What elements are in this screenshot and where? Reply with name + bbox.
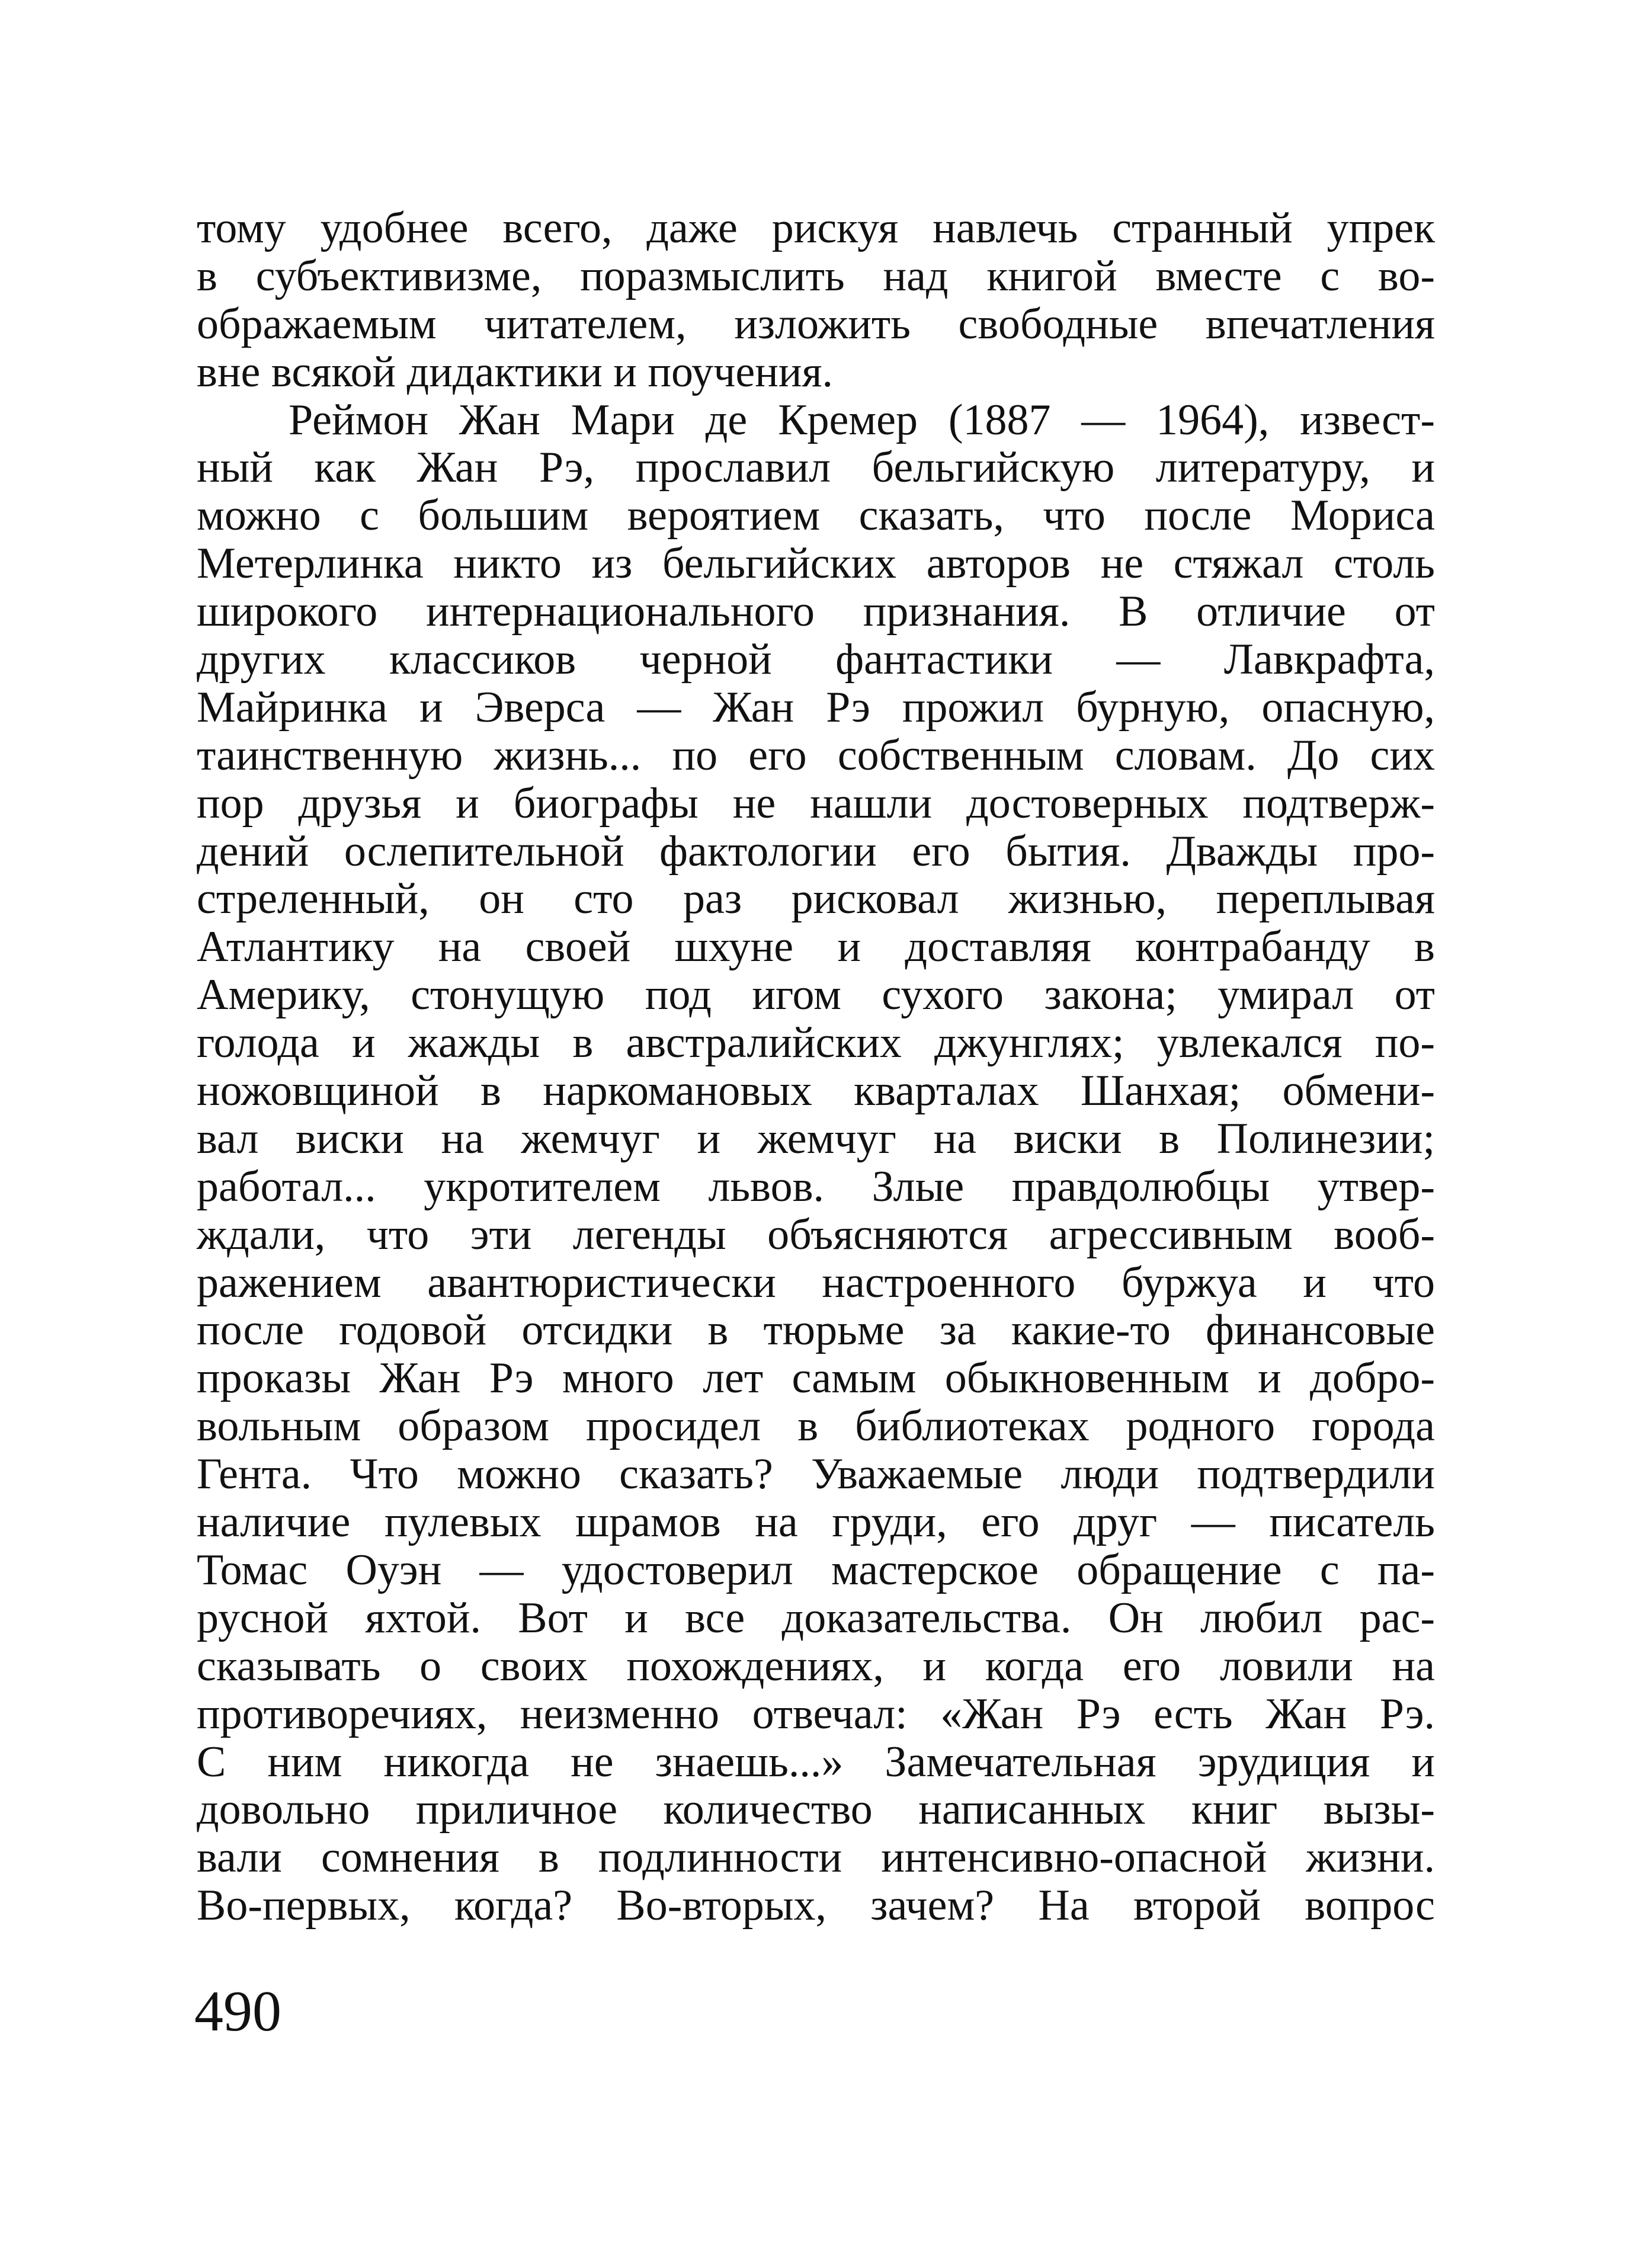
text-line: вольным образом просидел в библиотеках родного города: [197, 1402, 1435, 1451]
text-line: Метерлинка никто из бельгийских авторов не стяжал столь: [197, 539, 1435, 588]
text-line: вали сомнения в подлинности интенсивно-опасной жизни.: [197, 1833, 1435, 1882]
text-line: Гента. Что можно сказать? Уважаемые люди подтвердили: [197, 1450, 1435, 1499]
text-line: сказывать о своих похождениях, и когда его ловили на: [197, 1641, 1435, 1690]
text-line: довольно приличное количество написанных книг вызы-: [197, 1785, 1435, 1834]
text-line: Томас Оуэн — удостоверил мастерское обращение с па-: [197, 1545, 1435, 1594]
text-line: Майринка и Эверса — Жан Рэ прожил бурную, опасную,: [197, 683, 1435, 732]
text-line: противоречиях, неизменно отвечал: «Жан Рэ есть Жан Рэ.: [197, 1689, 1435, 1738]
text-line: Америку, стонущую под игом сухого закона; умирал от: [197, 970, 1435, 1020]
text-line: наличие пулевых шрамов на груди, его друг — писатель: [197, 1498, 1435, 1547]
text-line: после годовой отсидки в тюрьме за какие-то финансовые: [197, 1306, 1435, 1355]
text-line: Атлантику на своей шхуне и доставляя контрабанду в: [197, 922, 1435, 972]
text-line: вне всякой дидактики и поучения.: [197, 347, 833, 396]
text-line: тому удобнее всего, даже рискуя навлечь странный упрек: [197, 204, 1435, 252]
text-line: ный как Жан Рэ, прославил бельгийскую литературу, и: [197, 443, 1435, 492]
text-line: Во-первых, когда? Во-вторых, зачем? На второй вопрос: [197, 1881, 1435, 1930]
page-number: 490: [194, 1979, 281, 2043]
text-line: ображаемым читателем, изложить свободные впечатления: [197, 299, 1435, 348]
text-line: пор друзья и биографы не нашли достоверных подтверж-: [197, 779, 1435, 828]
text-line: С ним никогда не знаешь...» Замечательная эрудиция и: [197, 1737, 1435, 1786]
text-line: работал... укротителем львов. Злые правдолюбцы утвер-: [197, 1162, 1435, 1211]
text-line: стреленный, он сто раз рисковал жизнью, переплывая: [197, 874, 1435, 924]
text-line: таинственную жизнь... по его собственным словам. До сих: [197, 731, 1435, 780]
paragraph-first-line: Реймон Жан Мари де Кремер (1887 — 1964), извест-: [289, 395, 1435, 444]
text-line: широкого интернационального признания. В отличие от: [197, 587, 1435, 636]
text-line: вал виски на жемчуг и жемчуг на виски в Полинезии;: [197, 1114, 1435, 1163]
text-line: в субъективизме, поразмыслить над книгой вместе с во-: [197, 251, 1435, 300]
text-line: русной яхтой. Вот и все доказательства. Он любил рас-: [197, 1593, 1435, 1642]
text-line: дений ослепительной фактологии его бытия. Дважды про-: [197, 827, 1435, 876]
text-line: ждали, что эти легенды объясняются агрессивным вооб-: [197, 1210, 1435, 1259]
text-line: ножовщиной в наркомановых кварталах Шанхая; обмени-: [197, 1066, 1435, 1116]
body-text: [197, 204, 1435, 1930]
text-line: ражением авантюристически настроенного буржуа и что: [197, 1258, 1435, 1307]
text-line: проказы Жан Рэ много лет самым обыкновенным и добро-: [197, 1354, 1435, 1403]
text-line: можно с большим вероятием сказать, что после Мориса: [197, 491, 1435, 540]
text-line: других классиков черной фантастики — Лавкрафта,: [197, 635, 1435, 684]
text-line: голода и жажды в австралийских джунглях; увлекался по-: [197, 1018, 1435, 1068]
